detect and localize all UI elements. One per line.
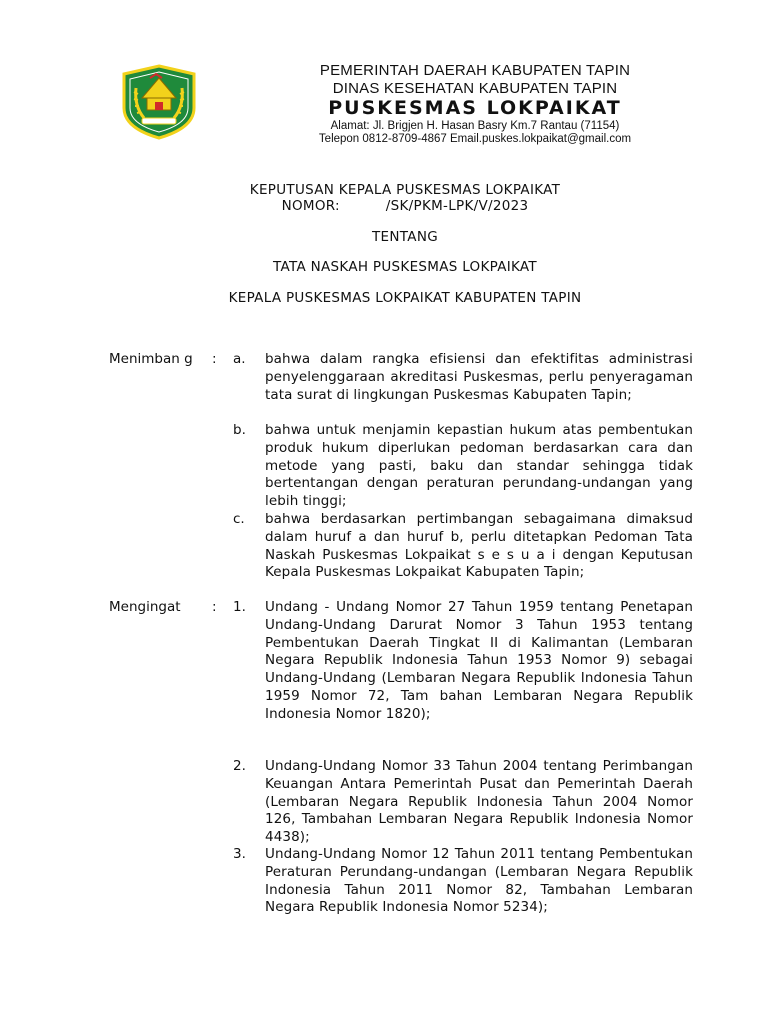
menimbang-colon: : <box>212 351 217 367</box>
list-marker: a. <box>233 351 246 367</box>
letterhead-institution: PUSKESMAS LOKPAIKAT <box>328 97 622 119</box>
list-item: bahwa untuk menjamin kepastian hukum atas pembentukan produk hukum diperlukan pedoman berdasarkan cara dan metode yang pasti, baku dan standar sehingga tidak bertentangan dengan peraturan perundang-undangan yang lebih tinggi; <box>265 422 693 510</box>
decree-number: NOMOR: /SK/PKM-LPK/V/2023 <box>281 198 529 214</box>
letterhead-government: PEMERINTAH DAERAH KABUPATEN TAPIN <box>319 62 631 79</box>
tapin-regency-emblem-icon <box>120 64 198 140</box>
list-item: Undang - Undang Nomor 27 Tahun 1959 tentang Penetapan Undang-Undang Darurat Nomor 3 Tahun 1953 tentang Pembentukan Daerah Tingkat II di Kalimantan (Lembaran Negara Republik Indonesia Tahun 1953 Nomor 9) sebagai Undang-Undang (Lembaran Negara Republik Indonesia Tahun 1959 Nomor 72, Tam bahan Lembaran Negara Republik Indonesia Nomor 1820); <box>265 599 693 722</box>
mengingat-colon: : <box>212 599 217 615</box>
list-item: Undang-Undang Nomor 12 Tahun 2011 tentang Pembentukan Peraturan Perundang-undangan (Lembaran Negara Republik Indonesia Tahun 2011 Nomor 82, Tambahan Lembaran Negara Republik Indonesia Nomor 5234); <box>265 846 693 916</box>
mengingat-label: Mengingat <box>109 599 181 615</box>
letterhead-contact: Telepon 0812-8709-4867 Email.puskes.lokpaikat@gmail.com <box>318 133 632 145</box>
list-marker: 3. <box>233 846 246 862</box>
letterhead-department: DINAS KESEHATAN KABUPATEN TAPIN <box>332 80 618 97</box>
decree-issuer: KEPALA PUSKESMAS LOKPAIKAT KABUPATEN TAPIN <box>228 290 582 306</box>
list-marker: b. <box>233 422 246 438</box>
letterhead-address: Alamat: Jl. Brigjen H. Hasan Basry Km.7 Rantau (71154) <box>330 120 620 132</box>
list-marker: 1. <box>233 599 246 615</box>
menimbang-label: Menimban g <box>109 351 193 367</box>
list-item: bahwa berdasarkan pertimbangan sebagaimana dimaksud dalam huruf a dan huruf b, perlu ditetapkan Pedoman Tata Naskah Puskesmas Lokpaikat s e s u a i dengan Keputusan Kepala Puskesmas Lokpaikat Kabupaten Tapin; <box>265 511 693 581</box>
decree-about-label: TENTANG <box>372 229 438 245</box>
decree-title: KEPUTUSAN KEPALA PUSKESMAS LOKPAIKAT <box>249 182 561 198</box>
list-item: bahwa dalam rangka efisiensi dan efektifitas administrasi penyelenggaraan akreditasi Puskesmas, perlu penyeragaman tata surat di lingkungan Puskesmas Kabupaten Tapin; <box>265 351 693 403</box>
list-marker: 2. <box>233 758 246 774</box>
list-marker: c. <box>233 511 245 527</box>
decree-subject: TATA NASKAH PUSKESMAS LOKPAIKAT <box>273 259 537 275</box>
list-item: Undang-Undang Nomor 33 Tahun 2004 tentang Perimbangan Keuangan Antara Pemerintah Pusat dan Pemerintah Daerah (Lembaran Negara Republik Indonesia Tahun 2004 Nomor 126, Tambahan Lembaran Negara Republik Indonesia Nomor 4438); <box>265 758 693 846</box>
